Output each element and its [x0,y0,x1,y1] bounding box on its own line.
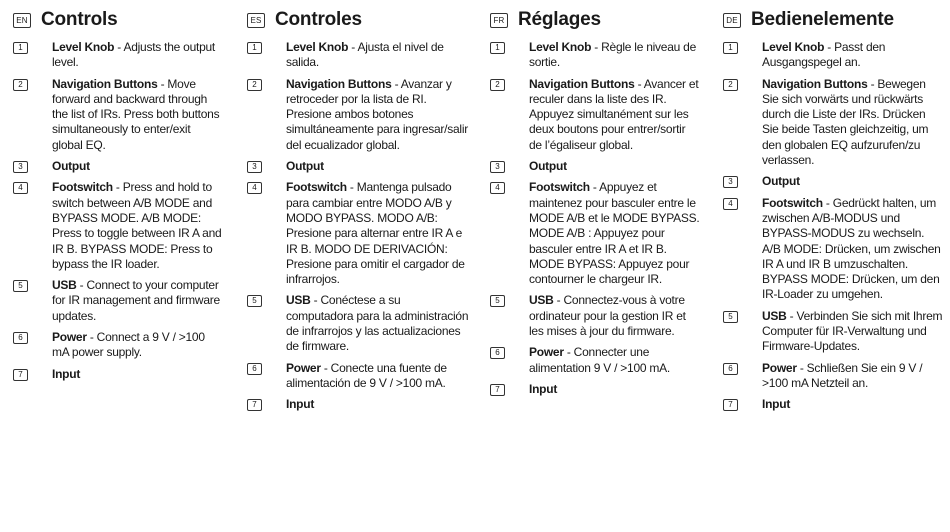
item-number-badge: 4 [13,182,28,194]
column-english [13,8,223,388]
item-number-badge: 2 [490,79,505,91]
item-title: Footswitch [762,195,823,210]
control-item [13,278,223,324]
control-item [490,180,700,287]
item-number-badge: 6 [490,347,505,359]
control-item [13,180,223,272]
item-description: - Gedrückt halten, um zwischen A/B-MODUS und BYPASS-MODUS zu wechseln. A/B MODE: Drücken, um zwischen IR A und IR B umzuschalten. BYPASS MODE: Drücken, um den IR-Loader zu umgehen. [762,195,941,302]
control-item [723,77,945,169]
item-title: Footswitch [529,180,590,195]
control-item [490,40,700,71]
item-text [762,196,945,303]
control-item [490,77,700,153]
item-title: Navigation Buttons [52,76,158,91]
control-item [247,159,469,174]
item-title: Input [286,397,315,412]
item-text [529,293,700,339]
control-item [13,330,223,361]
item-text [762,40,945,71]
item-title: Level Knob [529,40,592,54]
item-text [286,180,469,287]
item-description: - Connect a 9 V / >100 mA power supply. [52,330,205,360]
item-title: Output [529,159,567,174]
language-badge: DE [723,13,741,28]
item-title: Navigation Buttons [286,76,392,91]
item-description: - Avanzar y retroceder por la lista de RI. Presione ambos botones simultáneamente para ingresar/salir del ecualizador global. [286,76,469,152]
item-number-badge: 3 [13,161,28,173]
controls-list [247,40,469,413]
item-number-badge: 1 [490,42,505,54]
column-title: Bedienelemente [751,9,894,30]
item-text [286,361,469,392]
item-description: - Connectez-vous à votre ordinateur pour la gestion IR et les mises à jour du firmware. [529,293,686,339]
item-title: Level Knob [762,40,825,54]
item-title: Output [762,174,800,189]
column-header [723,8,945,32]
control-item [723,309,945,355]
item-title: Footswitch [52,180,113,195]
column-header [247,8,469,32]
item-number-badge: 6 [13,332,28,344]
item-title: Input [52,366,81,381]
control-item [723,40,945,71]
item-text [286,77,469,153]
item-number-badge: 3 [247,161,262,173]
control-item [490,293,700,339]
item-number-badge: 2 [247,79,262,91]
item-number-badge: 2 [723,79,738,91]
item-title: Level Knob [52,40,115,54]
item-description: - Mantenga pulsado para cambiar entre MODO A/B y MODO BYPASS. MODO A/B: Presione para alternar entre IR A e IR B. MODO DE DERIVACIÓN: Presione para omitir el cargador de infrarrojos. [286,180,465,287]
item-number-badge: 4 [723,198,738,210]
item-number-badge: 3 [490,161,505,173]
language-badge: ES [247,13,265,28]
item-text [286,397,469,412]
control-item [13,159,223,174]
column-spanish [247,8,469,419]
column-title: Réglages [518,9,601,30]
item-number-badge: 6 [247,363,262,375]
item-text [52,180,223,272]
control-item [490,382,700,397]
item-text [286,40,469,71]
item-title: Input [762,397,791,412]
control-item [247,293,469,354]
column-title: Controles [275,9,362,30]
item-text [52,367,223,382]
item-title: Output [286,159,324,174]
language-badge: FR [490,13,508,28]
column-french [490,8,700,403]
item-number-badge: 1 [723,42,738,54]
item-number-badge: 4 [490,182,505,194]
item-text [529,77,700,153]
column-header [13,8,223,32]
item-title: Level Knob [286,40,349,54]
item-text [286,159,469,174]
item-description: - Press and hold to switch between A/B MODE and BYPASS MODE. A/B MODE: Press to toggle between IR A and IR B. BYPASS MODE: Press to bypass the IR loader. [52,180,222,271]
item-description: - Règle le niveau de sortie. [529,40,697,70]
item-number-badge: 1 [13,42,28,54]
item-title: Input [529,381,558,396]
language-badge: EN [13,13,31,28]
item-text [52,278,223,324]
item-title: Power [286,360,321,375]
item-text [762,77,945,169]
column-german [723,8,945,419]
control-item [723,174,945,189]
item-description: - Conecte una fuente de alimentación de 9 V / >100 mA. [286,360,447,390]
item-description: - Adjusts the output level. [52,40,216,70]
controls-list [490,40,700,397]
item-number-badge: 7 [247,399,262,411]
item-title: Power [762,360,797,375]
item-number-badge: 2 [13,79,28,91]
item-number-badge: 4 [247,182,262,194]
control-item [13,367,223,382]
control-item [13,77,223,153]
control-item [247,397,469,412]
control-item [13,40,223,71]
item-text [52,330,223,361]
item-text [52,159,223,174]
item-text [762,174,945,189]
item-title: USB [286,293,311,308]
control-item [723,397,945,412]
control-item [490,345,700,376]
item-title: USB [52,278,77,293]
item-number-badge: 7 [13,369,28,381]
column-header [490,8,700,32]
item-title: USB [762,308,787,323]
item-text [762,361,945,392]
item-description: - Verbinden Sie sich mit Ihrem Computer für IR-Verwaltung und Firmware-Updates. [762,308,943,354]
controls-list [723,40,945,413]
item-description: - Avancer et reculer dans la liste des IR. Appuyez simultanément sur les deux boutons pour entrer/sortir de l’égaliseur global. [529,76,699,152]
item-text [529,159,700,174]
item-number-badge: 1 [247,42,262,54]
item-description: - Connect to your computer for IR management and firmware updates. [52,278,220,323]
item-title: Power [529,345,564,360]
item-description: - Bewegen Sie sich vorwärts und rückwärts durch die Liste der IRs. Drücken Sie beide Tasten gleichzeitig, um den globalen EQ aufzurufen/zu verlassen. [762,76,929,168]
item-description: - Passt den Ausgangspegel an. [762,40,886,70]
item-description: - Appuyez et maintenez pour basculer entre le MODE A/B et le MODE BYPASS. MODE A/B : Appuyez pour basculer entre IR A et IR B. MODE BYPASS: Appuyez pour contourner le chargeur IR. [529,180,700,287]
item-number-badge: 5 [247,295,262,307]
item-title: USB [529,293,554,308]
item-title: Output [52,159,90,174]
item-title: Navigation Buttons [762,76,868,91]
control-item [723,196,945,303]
item-title: Navigation Buttons [529,76,635,91]
item-text [529,180,700,287]
item-number-badge: 5 [13,280,28,292]
item-text [529,382,700,397]
item-number-badge: 3 [723,176,738,188]
item-number-badge: 7 [723,399,738,411]
control-item [247,180,469,287]
control-item [247,77,469,153]
item-description: - Connecter une alimentation 9 V / >100 mA. [529,345,670,375]
item-description: - Schließen Sie ein 9 V / >100 mA Netzteil an. [762,360,923,390]
item-number-badge: 6 [723,363,738,375]
item-text [52,77,223,153]
control-item [490,159,700,174]
column-title: Controls [41,9,118,30]
item-title: Power [52,330,87,345]
item-number-badge: 7 [490,384,505,396]
control-item [723,361,945,392]
item-text [529,345,700,376]
item-text [762,309,945,355]
item-number-badge: 5 [490,295,505,307]
item-text [529,40,700,71]
item-number-badge: 5 [723,311,738,323]
control-item [247,361,469,392]
item-text [52,40,223,71]
controls-list [13,40,223,382]
item-text [762,397,945,412]
item-description: - Move forward and backward through the list of IRs. Press both buttons simultaneously to enter/exit global EQ. [52,76,220,152]
item-text [286,293,469,354]
item-description: - Ajusta el nivel de salida. [286,40,444,70]
control-item [247,40,469,71]
item-title: Footswitch [286,180,347,195]
item-description: - Conéctese a su computadora para la administración de infrarrojos y las actualizaciones de firmware. [286,293,469,354]
